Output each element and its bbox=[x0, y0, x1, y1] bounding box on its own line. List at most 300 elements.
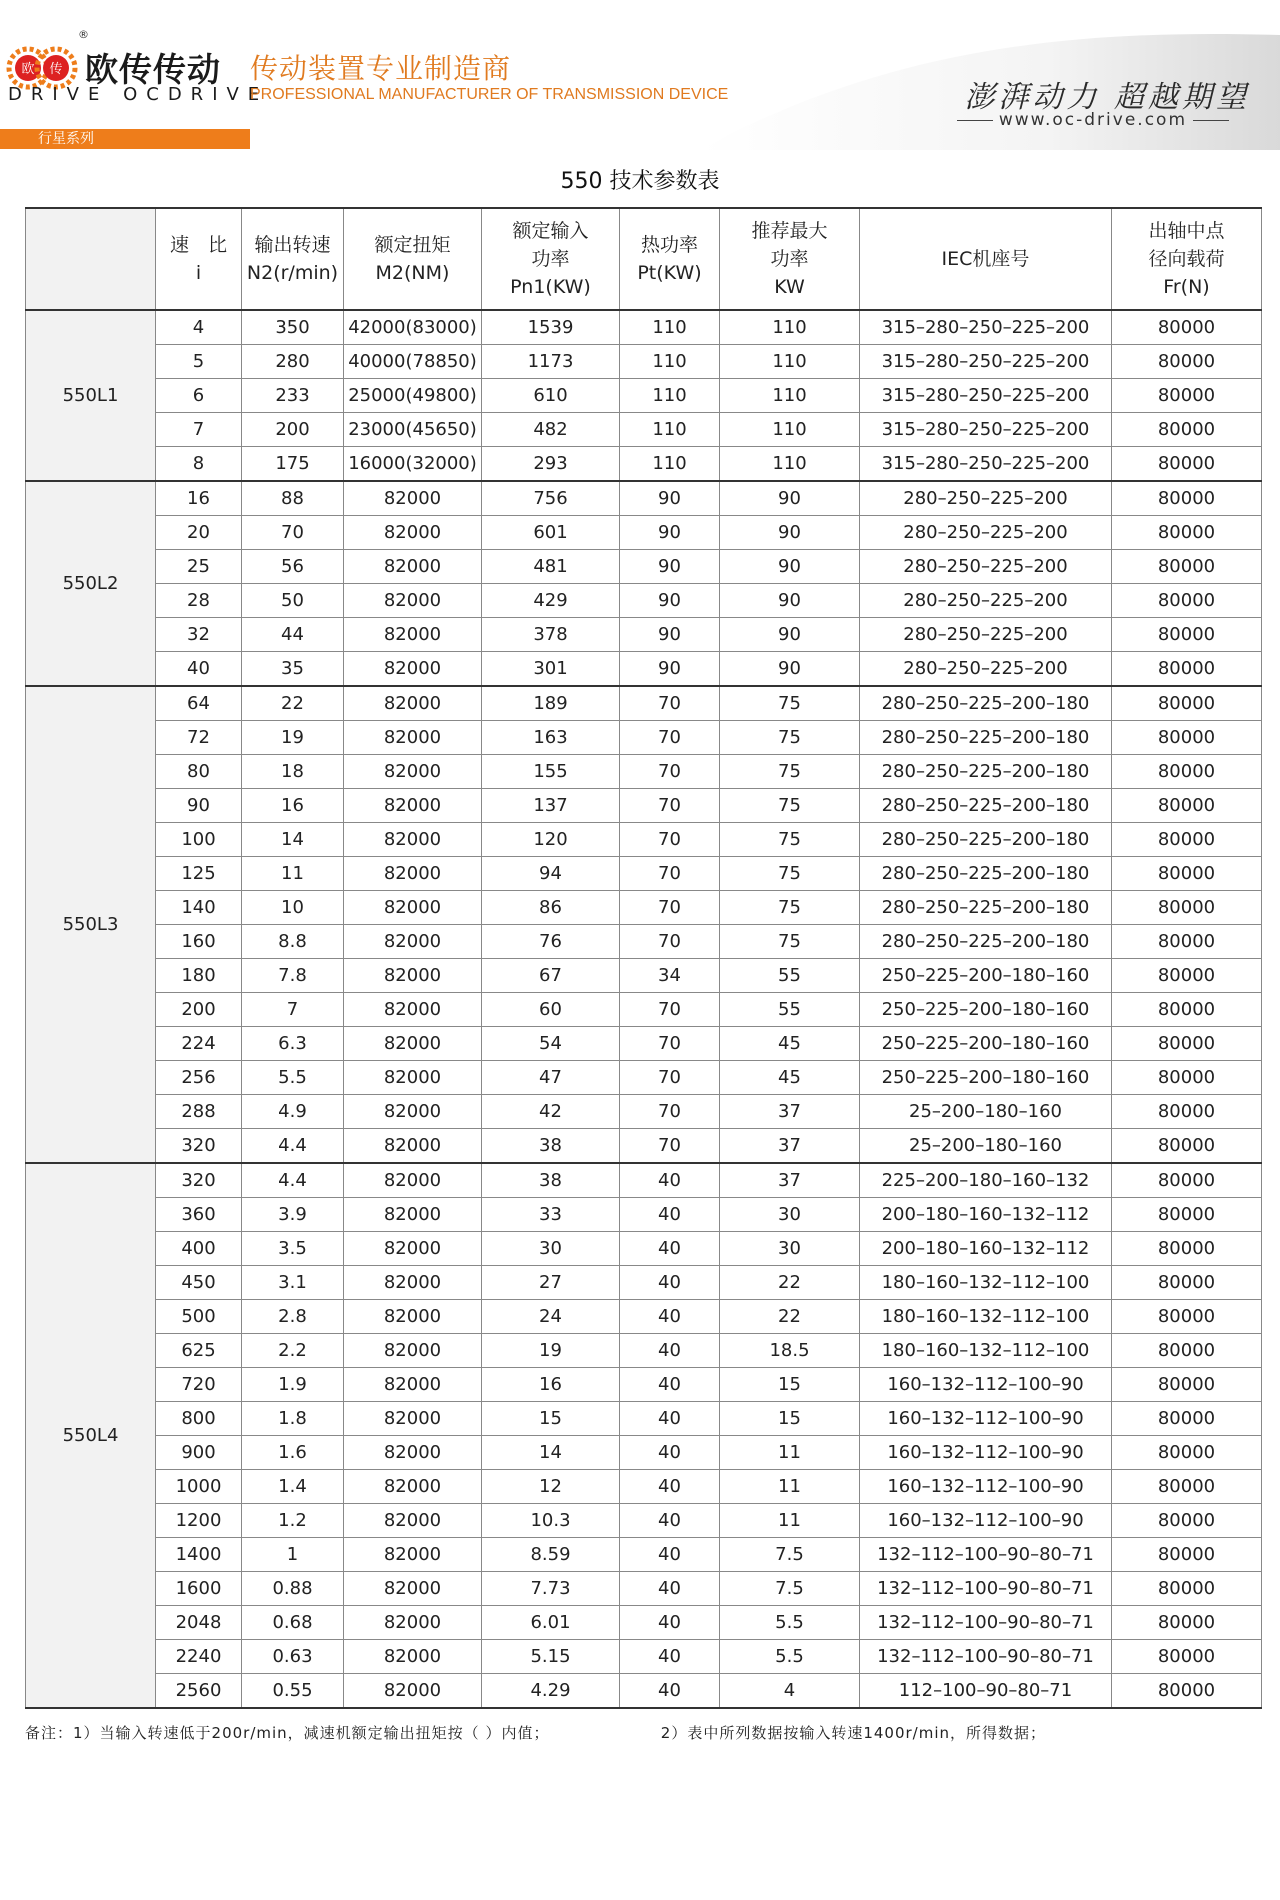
table-cell: 110 bbox=[720, 413, 860, 447]
table-cell: 16 bbox=[482, 1368, 620, 1402]
table-cell: 82000 bbox=[344, 789, 482, 823]
column-header: 输出转速 N2(r/min) bbox=[242, 208, 344, 310]
table-cell: 82000 bbox=[344, 1232, 482, 1266]
table-cell: 280–250–225–200–180 bbox=[860, 925, 1112, 959]
table-cell: 18 bbox=[242, 755, 344, 789]
table-cell: 175 bbox=[242, 447, 344, 482]
table-cell: 110 bbox=[720, 447, 860, 482]
table-cell: 80000 bbox=[1112, 550, 1262, 584]
table-cell: 80000 bbox=[1112, 413, 1262, 447]
table-row bbox=[26, 993, 1262, 1027]
table-cell: 82000 bbox=[344, 1436, 482, 1470]
table-cell: 70 bbox=[620, 1027, 720, 1061]
table-cell: 160–132–112–100–90 bbox=[860, 1402, 1112, 1436]
table-cell: 280–250–225–200 bbox=[860, 618, 1112, 652]
table-cell: 64 bbox=[156, 686, 242, 721]
table-cell: 6.3 bbox=[242, 1027, 344, 1061]
table-cell: 0.55 bbox=[242, 1674, 344, 1709]
table-row bbox=[26, 618, 1262, 652]
table-cell: 80000 bbox=[1112, 1606, 1262, 1640]
table-cell: 80000 bbox=[1112, 1198, 1262, 1232]
table-cell: 54 bbox=[482, 1027, 620, 1061]
table-cell: 40 bbox=[620, 1470, 720, 1504]
table-cell: 160–132–112–100–90 bbox=[860, 1470, 1112, 1504]
table-cell: 82000 bbox=[344, 1027, 482, 1061]
model-cell: 550L2 bbox=[26, 481, 156, 686]
table-cell: 6 bbox=[156, 379, 242, 413]
table-cell: 82000 bbox=[344, 1198, 482, 1232]
table-cell: 37 bbox=[720, 1163, 860, 1198]
table-cell: 80000 bbox=[1112, 1368, 1262, 1402]
table-row bbox=[26, 925, 1262, 959]
table-row bbox=[26, 345, 1262, 379]
table-cell: 280–250–225–200–180 bbox=[860, 891, 1112, 925]
table-cell: 110 bbox=[720, 345, 860, 379]
model-cell: 550L4 bbox=[26, 1163, 156, 1708]
table-cell: 24 bbox=[482, 1300, 620, 1334]
table-cell: 60 bbox=[482, 993, 620, 1027]
table-cell: 25–200–180–160 bbox=[860, 1129, 1112, 1164]
table-cell: 40 bbox=[620, 1606, 720, 1640]
page-title: 550 技术参数表 bbox=[560, 169, 720, 194]
table-cell: 82000 bbox=[344, 1504, 482, 1538]
table-cell: 5.5 bbox=[720, 1606, 860, 1640]
table-cell: 80000 bbox=[1112, 1504, 1262, 1538]
table-cell: 90 bbox=[720, 584, 860, 618]
table-cell: 70 bbox=[620, 925, 720, 959]
table-cell: 8.59 bbox=[482, 1538, 620, 1572]
table-cell: 315–280–250–225–200 bbox=[860, 379, 1112, 413]
table-cell: 80000 bbox=[1112, 1300, 1262, 1334]
table-cell: 180–160–132–112–100 bbox=[860, 1266, 1112, 1300]
table-cell: 7.5 bbox=[720, 1538, 860, 1572]
table-cell: 27 bbox=[482, 1266, 620, 1300]
table-cell: 1200 bbox=[156, 1504, 242, 1538]
table-cell: 18.5 bbox=[720, 1334, 860, 1368]
table-cell: 25000(49800) bbox=[344, 379, 482, 413]
table-cell: 110 bbox=[720, 379, 860, 413]
table-cell: 82000 bbox=[344, 584, 482, 618]
table-cell: 1.8 bbox=[242, 1402, 344, 1436]
table-row bbox=[26, 550, 1262, 584]
table-row bbox=[26, 1266, 1262, 1300]
table-cell: 45 bbox=[720, 1027, 860, 1061]
table-cell: 200 bbox=[156, 993, 242, 1027]
table-cell: 28 bbox=[156, 584, 242, 618]
table-cell: 280–250–225–200 bbox=[860, 550, 1112, 584]
table-row bbox=[26, 1470, 1262, 1504]
table-cell: 80000 bbox=[1112, 652, 1262, 687]
table-cell: 90 bbox=[620, 584, 720, 618]
table-cell: 40 bbox=[620, 1334, 720, 1368]
table-cell: 11 bbox=[720, 1504, 860, 1538]
table-cell: 15 bbox=[720, 1402, 860, 1436]
brand-name-cn: 欧传传动 bbox=[85, 50, 221, 89]
table-cell: 16 bbox=[242, 789, 344, 823]
table-row bbox=[26, 1674, 1262, 1709]
table-cell: 55 bbox=[720, 959, 860, 993]
table-cell: 67 bbox=[482, 959, 620, 993]
table-cell: 75 bbox=[720, 721, 860, 755]
table-cell: 55 bbox=[720, 993, 860, 1027]
table-cell: 16 bbox=[156, 481, 242, 516]
table-cell: 280–250–225–200 bbox=[860, 652, 1112, 687]
table-cell: 70 bbox=[620, 721, 720, 755]
table-cell: 40 bbox=[620, 1368, 720, 1402]
table-cell: 160 bbox=[156, 925, 242, 959]
table-cell: 10 bbox=[242, 891, 344, 925]
table-cell: 280–250–225–200–180 bbox=[860, 686, 1112, 721]
table-cell: 42000(83000) bbox=[344, 310, 482, 345]
table-cell: 90 bbox=[620, 550, 720, 584]
table-cell: 82000 bbox=[344, 1061, 482, 1095]
table-cell: 80000 bbox=[1112, 447, 1262, 482]
table-row bbox=[26, 1640, 1262, 1674]
table-cell: 280–250–225–200–180 bbox=[860, 721, 1112, 755]
table-cell: 4.4 bbox=[242, 1163, 344, 1198]
table-row bbox=[26, 789, 1262, 823]
table-cell: 75 bbox=[720, 755, 860, 789]
table-cell: 132–112–100–90–80–71 bbox=[860, 1640, 1112, 1674]
table-cell: 2560 bbox=[156, 1674, 242, 1709]
table-cell: 80000 bbox=[1112, 686, 1262, 721]
table-row bbox=[26, 891, 1262, 925]
table-cell: 90 bbox=[720, 652, 860, 687]
table-cell: 14 bbox=[242, 823, 344, 857]
table-cell: 75 bbox=[720, 823, 860, 857]
table-cell: 70 bbox=[620, 1095, 720, 1129]
table-cell: 2.8 bbox=[242, 1300, 344, 1334]
table-cell: 610 bbox=[482, 379, 620, 413]
table-cell: 40 bbox=[620, 1232, 720, 1266]
table-cell: 72 bbox=[156, 721, 242, 755]
website-link[interactable]: www.oc-drive.com bbox=[951, 110, 1235, 130]
table-cell: 75 bbox=[720, 789, 860, 823]
table-cell: 82000 bbox=[344, 1640, 482, 1674]
table-cell: 22 bbox=[720, 1266, 860, 1300]
table-cell: 625 bbox=[156, 1334, 242, 1368]
table-cell: 80000 bbox=[1112, 1538, 1262, 1572]
table-cell: 40 bbox=[620, 1266, 720, 1300]
table-cell: 80000 bbox=[1112, 516, 1262, 550]
table-cell: 360 bbox=[156, 1198, 242, 1232]
table-cell: 5 bbox=[156, 345, 242, 379]
brand-name-en: DRIVE OCDRIVE bbox=[8, 84, 269, 105]
table-cell: 11 bbox=[242, 857, 344, 891]
table-row bbox=[26, 1334, 1262, 1368]
table-cell: 280–250–225–200–180 bbox=[860, 789, 1112, 823]
table-cell: 163 bbox=[482, 721, 620, 755]
table-cell: 110 bbox=[620, 310, 720, 345]
table-cell: 429 bbox=[482, 584, 620, 618]
table-cell: 90 bbox=[720, 550, 860, 584]
table-cell: 44 bbox=[242, 618, 344, 652]
table-cell: 224 bbox=[156, 1027, 242, 1061]
table-cell: 40 bbox=[620, 1198, 720, 1232]
table-cell: 70 bbox=[620, 823, 720, 857]
table-cell: 82000 bbox=[344, 1129, 482, 1164]
table-cell: 4.29 bbox=[482, 1674, 620, 1709]
table-cell: 37 bbox=[720, 1129, 860, 1164]
table-cell: 40 bbox=[620, 1402, 720, 1436]
table-cell: 80000 bbox=[1112, 993, 1262, 1027]
table-cell: 80000 bbox=[1112, 1232, 1262, 1266]
table-cell: 82000 bbox=[344, 993, 482, 1027]
table-cell: 800 bbox=[156, 1402, 242, 1436]
table-cell: 82000 bbox=[344, 550, 482, 584]
table-cell: 82000 bbox=[344, 857, 482, 891]
table-cell: 38 bbox=[482, 1163, 620, 1198]
table-cell: 280–250–225–200–180 bbox=[860, 755, 1112, 789]
table-cell: 80000 bbox=[1112, 959, 1262, 993]
table-cell: 8 bbox=[156, 447, 242, 482]
table-cell: 100 bbox=[156, 823, 242, 857]
table-cell: 301 bbox=[482, 652, 620, 687]
table-cell: 82000 bbox=[344, 516, 482, 550]
series-label: 行星系列 bbox=[0, 129, 250, 149]
table-cell: 32 bbox=[156, 618, 242, 652]
table-cell: 82000 bbox=[344, 1538, 482, 1572]
table-row bbox=[26, 1402, 1262, 1436]
table-cell: 378 bbox=[482, 618, 620, 652]
table-row bbox=[26, 413, 1262, 447]
table-cell: 30 bbox=[720, 1198, 860, 1232]
table-cell: 80000 bbox=[1112, 1572, 1262, 1606]
table-cell: 350 bbox=[242, 310, 344, 345]
table-cell: 132–112–100–90–80–71 bbox=[860, 1606, 1112, 1640]
table-cell: 1173 bbox=[482, 345, 620, 379]
table-cell: 42 bbox=[482, 1095, 620, 1129]
table-cell: 90 bbox=[156, 789, 242, 823]
table-cell: 280–250–225–200–180 bbox=[860, 823, 1112, 857]
table-cell: 80000 bbox=[1112, 721, 1262, 755]
table-cell: 94 bbox=[482, 857, 620, 891]
column-header: IEC机座号 bbox=[860, 208, 1112, 310]
table-cell: 80000 bbox=[1112, 857, 1262, 891]
table-cell: 1.6 bbox=[242, 1436, 344, 1470]
table-cell: 23000(45650) bbox=[344, 413, 482, 447]
table-cell: 450 bbox=[156, 1266, 242, 1300]
table-row bbox=[26, 1504, 1262, 1538]
table-cell: 2048 bbox=[156, 1606, 242, 1640]
column-header: 出轴中点 径向载荷 Fr(N) bbox=[1112, 208, 1262, 310]
table-cell: 8.8 bbox=[242, 925, 344, 959]
table-cell: 80 bbox=[156, 755, 242, 789]
table-cell: 140 bbox=[156, 891, 242, 925]
table-cell: 11 bbox=[720, 1470, 860, 1504]
table-cell: 75 bbox=[720, 857, 860, 891]
table-row bbox=[26, 1436, 1262, 1470]
table-cell: 293 bbox=[482, 447, 620, 482]
table-cell: 82000 bbox=[344, 721, 482, 755]
table-cell: 82000 bbox=[344, 1300, 482, 1334]
table-cell: 500 bbox=[156, 1300, 242, 1334]
table-cell: 40 bbox=[620, 1640, 720, 1674]
table-cell: 160–132–112–100–90 bbox=[860, 1436, 1112, 1470]
table-cell: 160–132–112–100–90 bbox=[860, 1368, 1112, 1402]
table-cell: 315–280–250–225–200 bbox=[860, 310, 1112, 345]
table-cell: 40000(78850) bbox=[344, 345, 482, 379]
table-cell: 120 bbox=[482, 823, 620, 857]
table-cell: 900 bbox=[156, 1436, 242, 1470]
table-cell: 7 bbox=[242, 993, 344, 1027]
table-cell: 250–225–200–180–160 bbox=[860, 993, 1112, 1027]
table-cell: 400 bbox=[156, 1232, 242, 1266]
table-cell: 40 bbox=[620, 1572, 720, 1606]
table-cell: 82000 bbox=[344, 618, 482, 652]
table-cell: 7 bbox=[156, 413, 242, 447]
table-cell: 4.9 bbox=[242, 1095, 344, 1129]
table-cell: 82000 bbox=[344, 1095, 482, 1129]
table-cell: 45 bbox=[720, 1061, 860, 1095]
table-cell: 25–200–180–160 bbox=[860, 1095, 1112, 1129]
table-header-row bbox=[26, 208, 1262, 310]
page-header bbox=[0, 0, 1280, 150]
table-row bbox=[26, 447, 1262, 482]
table-cell: 82000 bbox=[344, 823, 482, 857]
table-cell: 189 bbox=[482, 686, 620, 721]
table-row bbox=[26, 481, 1262, 516]
table-cell: 1.4 bbox=[242, 1470, 344, 1504]
table-cell: 88 bbox=[242, 481, 344, 516]
table-row bbox=[26, 1198, 1262, 1232]
table-cell: 11 bbox=[720, 1436, 860, 1470]
model-cell: 550L3 bbox=[26, 686, 156, 1163]
table-cell: 82000 bbox=[344, 1163, 482, 1198]
table-cell: 90 bbox=[720, 618, 860, 652]
table-cell: 22 bbox=[242, 686, 344, 721]
table-row bbox=[26, 1129, 1262, 1164]
table-cell: 40 bbox=[620, 1300, 720, 1334]
table-cell: 720 bbox=[156, 1368, 242, 1402]
table-cell: 80000 bbox=[1112, 925, 1262, 959]
table-cell: 4 bbox=[720, 1674, 860, 1709]
table-cell: 0.88 bbox=[242, 1572, 344, 1606]
table-cell: 481 bbox=[482, 550, 620, 584]
table-cell: 75 bbox=[720, 925, 860, 959]
table-cell: 15 bbox=[482, 1402, 620, 1436]
table-cell: 80000 bbox=[1112, 891, 1262, 925]
table-cell: 12 bbox=[482, 1470, 620, 1504]
table-cell: 1.2 bbox=[242, 1504, 344, 1538]
table-cell: 82000 bbox=[344, 1402, 482, 1436]
table-cell: 250–225–200–180–160 bbox=[860, 1027, 1112, 1061]
table-cell: 40 bbox=[620, 1163, 720, 1198]
table-cell: 80000 bbox=[1112, 379, 1262, 413]
table-row bbox=[26, 584, 1262, 618]
table-cell: 1539 bbox=[482, 310, 620, 345]
table-cell: 80000 bbox=[1112, 1674, 1262, 1709]
table-cell: 80000 bbox=[1112, 823, 1262, 857]
table-row bbox=[26, 959, 1262, 993]
table-row bbox=[26, 1538, 1262, 1572]
table-cell: 132–112–100–90–80–71 bbox=[860, 1572, 1112, 1606]
table-cell: 80000 bbox=[1112, 755, 1262, 789]
table-body bbox=[26, 310, 1262, 1708]
table-cell: 90 bbox=[620, 618, 720, 652]
table-cell: 82000 bbox=[344, 891, 482, 925]
table-cell: 80000 bbox=[1112, 584, 1262, 618]
table-cell: 482 bbox=[482, 413, 620, 447]
table-cell: 137 bbox=[482, 789, 620, 823]
table-cell: 16000(32000) bbox=[344, 447, 482, 482]
table-row bbox=[26, 1027, 1262, 1061]
table-cell: 70 bbox=[620, 789, 720, 823]
table-cell: 80000 bbox=[1112, 1334, 1262, 1368]
table-cell: 200–180–160–132–112 bbox=[860, 1232, 1112, 1266]
table-cell: 233 bbox=[242, 379, 344, 413]
table-row bbox=[26, 1368, 1262, 1402]
table-cell: 3.1 bbox=[242, 1266, 344, 1300]
table-cell: 15 bbox=[720, 1368, 860, 1402]
table-cell: 38 bbox=[482, 1129, 620, 1164]
table-cell: 315–280–250–225–200 bbox=[860, 447, 1112, 482]
column-header: 热功率 Pt(KW) bbox=[620, 208, 720, 310]
table-cell: 82000 bbox=[344, 481, 482, 516]
table-row bbox=[26, 1572, 1262, 1606]
table-cell: 3.9 bbox=[242, 1198, 344, 1232]
table-cell: 20 bbox=[156, 516, 242, 550]
table-cell: 82000 bbox=[344, 686, 482, 721]
table-cell: 10.3 bbox=[482, 1504, 620, 1538]
table-cell: 756 bbox=[482, 481, 620, 516]
table-cell: 5.5 bbox=[242, 1061, 344, 1095]
table-row bbox=[26, 1095, 1262, 1129]
table-cell: 56 bbox=[242, 550, 344, 584]
table-row bbox=[26, 379, 1262, 413]
table-cell: 82000 bbox=[344, 1368, 482, 1402]
table-cell: 80000 bbox=[1112, 345, 1262, 379]
table-row bbox=[26, 721, 1262, 755]
table-cell: 40 bbox=[620, 1504, 720, 1538]
table-cell: 40 bbox=[620, 1436, 720, 1470]
table-cell: 70 bbox=[242, 516, 344, 550]
table-row bbox=[26, 686, 1262, 721]
table-cell: 160–132–112–100–90 bbox=[860, 1504, 1112, 1538]
tagline-cn: 传动装置专业制造商 bbox=[250, 52, 512, 85]
table-cell: 80000 bbox=[1112, 789, 1262, 823]
table-cell: 3.5 bbox=[242, 1232, 344, 1266]
table-cell: 180 bbox=[156, 959, 242, 993]
registered-mark: ® bbox=[78, 28, 89, 41]
table-cell: 1400 bbox=[156, 1538, 242, 1572]
logo-char-1: 欧 bbox=[21, 62, 35, 77]
table-row bbox=[26, 823, 1262, 857]
table-cell: 280–250–225–200 bbox=[860, 481, 1112, 516]
table-cell: 601 bbox=[482, 516, 620, 550]
table-cell: 320 bbox=[156, 1163, 242, 1198]
table-cell: 200–180–160–132–112 bbox=[860, 1198, 1112, 1232]
table-cell: 0.68 bbox=[242, 1606, 344, 1640]
table-cell: 256 bbox=[156, 1061, 242, 1095]
table-cell: 110 bbox=[620, 413, 720, 447]
table-cell: 35 bbox=[242, 652, 344, 687]
table-cell: 7.8 bbox=[242, 959, 344, 993]
footnote bbox=[25, 1722, 1046, 1743]
table-cell: 82000 bbox=[344, 959, 482, 993]
table-cell: 250–225–200–180–160 bbox=[860, 959, 1112, 993]
table-row bbox=[26, 310, 1262, 345]
table-cell: 90 bbox=[620, 516, 720, 550]
column-header: 速 比 i bbox=[156, 208, 242, 310]
footnote-1: 备注：1）当输入转速低于200r/min，减速机额定输出扭矩按（ ）内值； bbox=[25, 1724, 550, 1742]
table-cell: 82000 bbox=[344, 1334, 482, 1368]
table-cell: 90 bbox=[720, 481, 860, 516]
table-cell: 82000 bbox=[344, 1674, 482, 1709]
table-cell: 19 bbox=[242, 721, 344, 755]
table-cell: 70 bbox=[620, 993, 720, 1027]
table-cell: 82000 bbox=[344, 925, 482, 959]
